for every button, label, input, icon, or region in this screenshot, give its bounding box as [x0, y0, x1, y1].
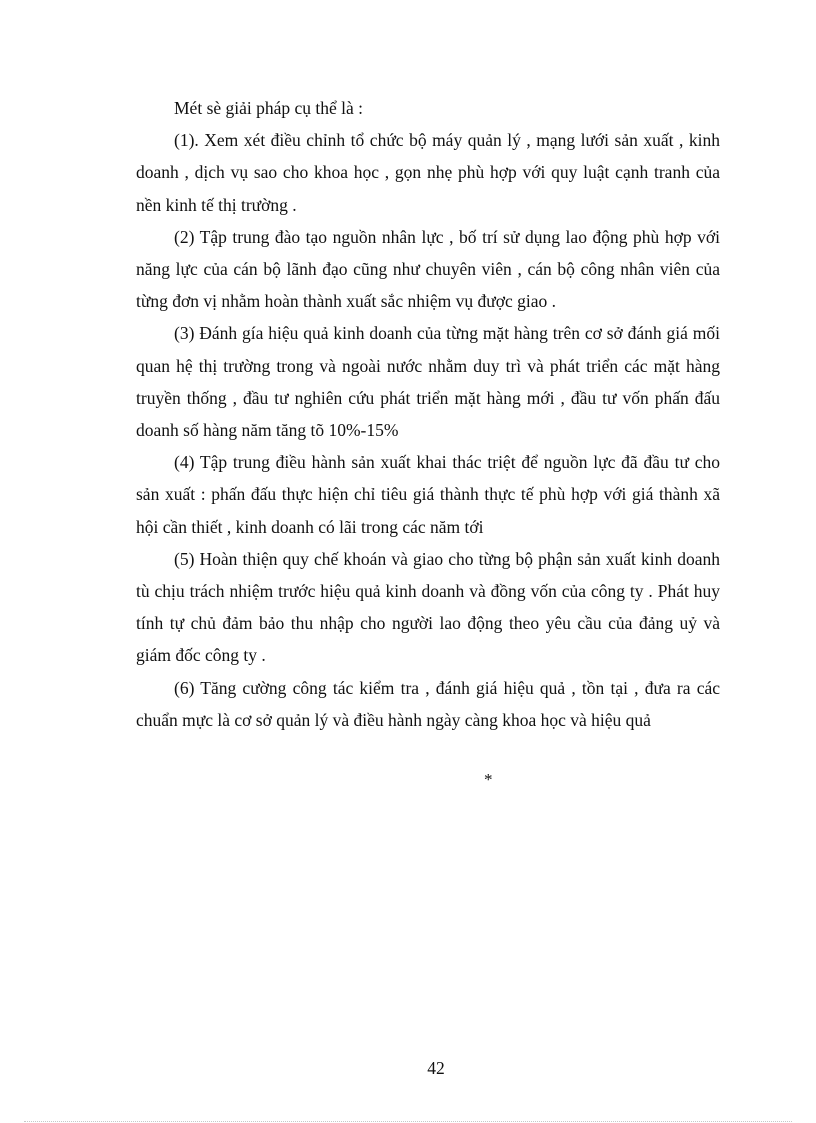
solution-paragraph-3: (3) Đánh gía hiệu quả kinh doanh của từng mặt hàng trên cơ sở đánh giá mối quan hệ thị trường trong và ngoài nước nhằm duy trì và phát triển các mặt hàng truyền thống , đầu tư nghiên cứu phát triển mặt hàng mới , đầu tư vốn phấn đấu doanh số hàng năm tăng tõ 10%-15% [136, 323, 720, 441]
page-number: 42 [427, 1058, 445, 1078]
solution-paragraph-2: (2) Tập trung đào tạo nguồn nhân lực , bố trí sử dụng lao động phù hợp với năng lực của cán bộ lãnh đạo cũng như chuyên viên , cán bộ công nhân viên của từng đơn vị nhằm hoàn thành xuất sắc nhiệm vụ được giao . [136, 226, 720, 312]
solution-paragraph-5: (5) Hoàn thiện quy chế khoán và giao cho từng bộ phận sản xuất kinh doanh tù chịu trách nhiệm trước hiệu quả kinh doanh và đồng vốn của công ty . Phát huy tính tự chủ đảm bảo thu nhập cho người lao động theo yêu cầu của đảng uỷ và giám đốc công ty . [136, 548, 720, 666]
solution-paragraph-4: (4) Tập trung điều hành sản xuất khai thác triệt để nguồn lực đã đầu tư cho sản xuất : phấn đấu thực hiện chỉ tiêu giá thành thực tế phù hợp với giá thành xã hội cần thiết , kinh doanh có lãi trong các năm tới [136, 452, 720, 537]
document-body [136, 92, 720, 736]
solution-paragraph-6: (6) Tăng cường công tác kiểm tra , đánh giá hiệu quả , tồn tại , đưa ra các chuẩn mực là cơ sở quản lý và điều hành ngày càng khoa học và hiệu quả [136, 677, 720, 730]
page-bottom-divider [24, 1121, 792, 1122]
solution-paragraph-1: (1). Xem xét điều chỉnh tổ chức bộ máy quản lý , mạng lưới sản xuất , kinh doanh , dịch vụ sao cho khoa học , gọn nhẹ phù hợp với quy luật cạnh tranh của nền kinh tế thị trường . [136, 130, 720, 215]
section-separator-asterisk: * [484, 770, 493, 789]
intro-paragraph: Mét sè giải pháp cụ thể là : [174, 98, 364, 118]
